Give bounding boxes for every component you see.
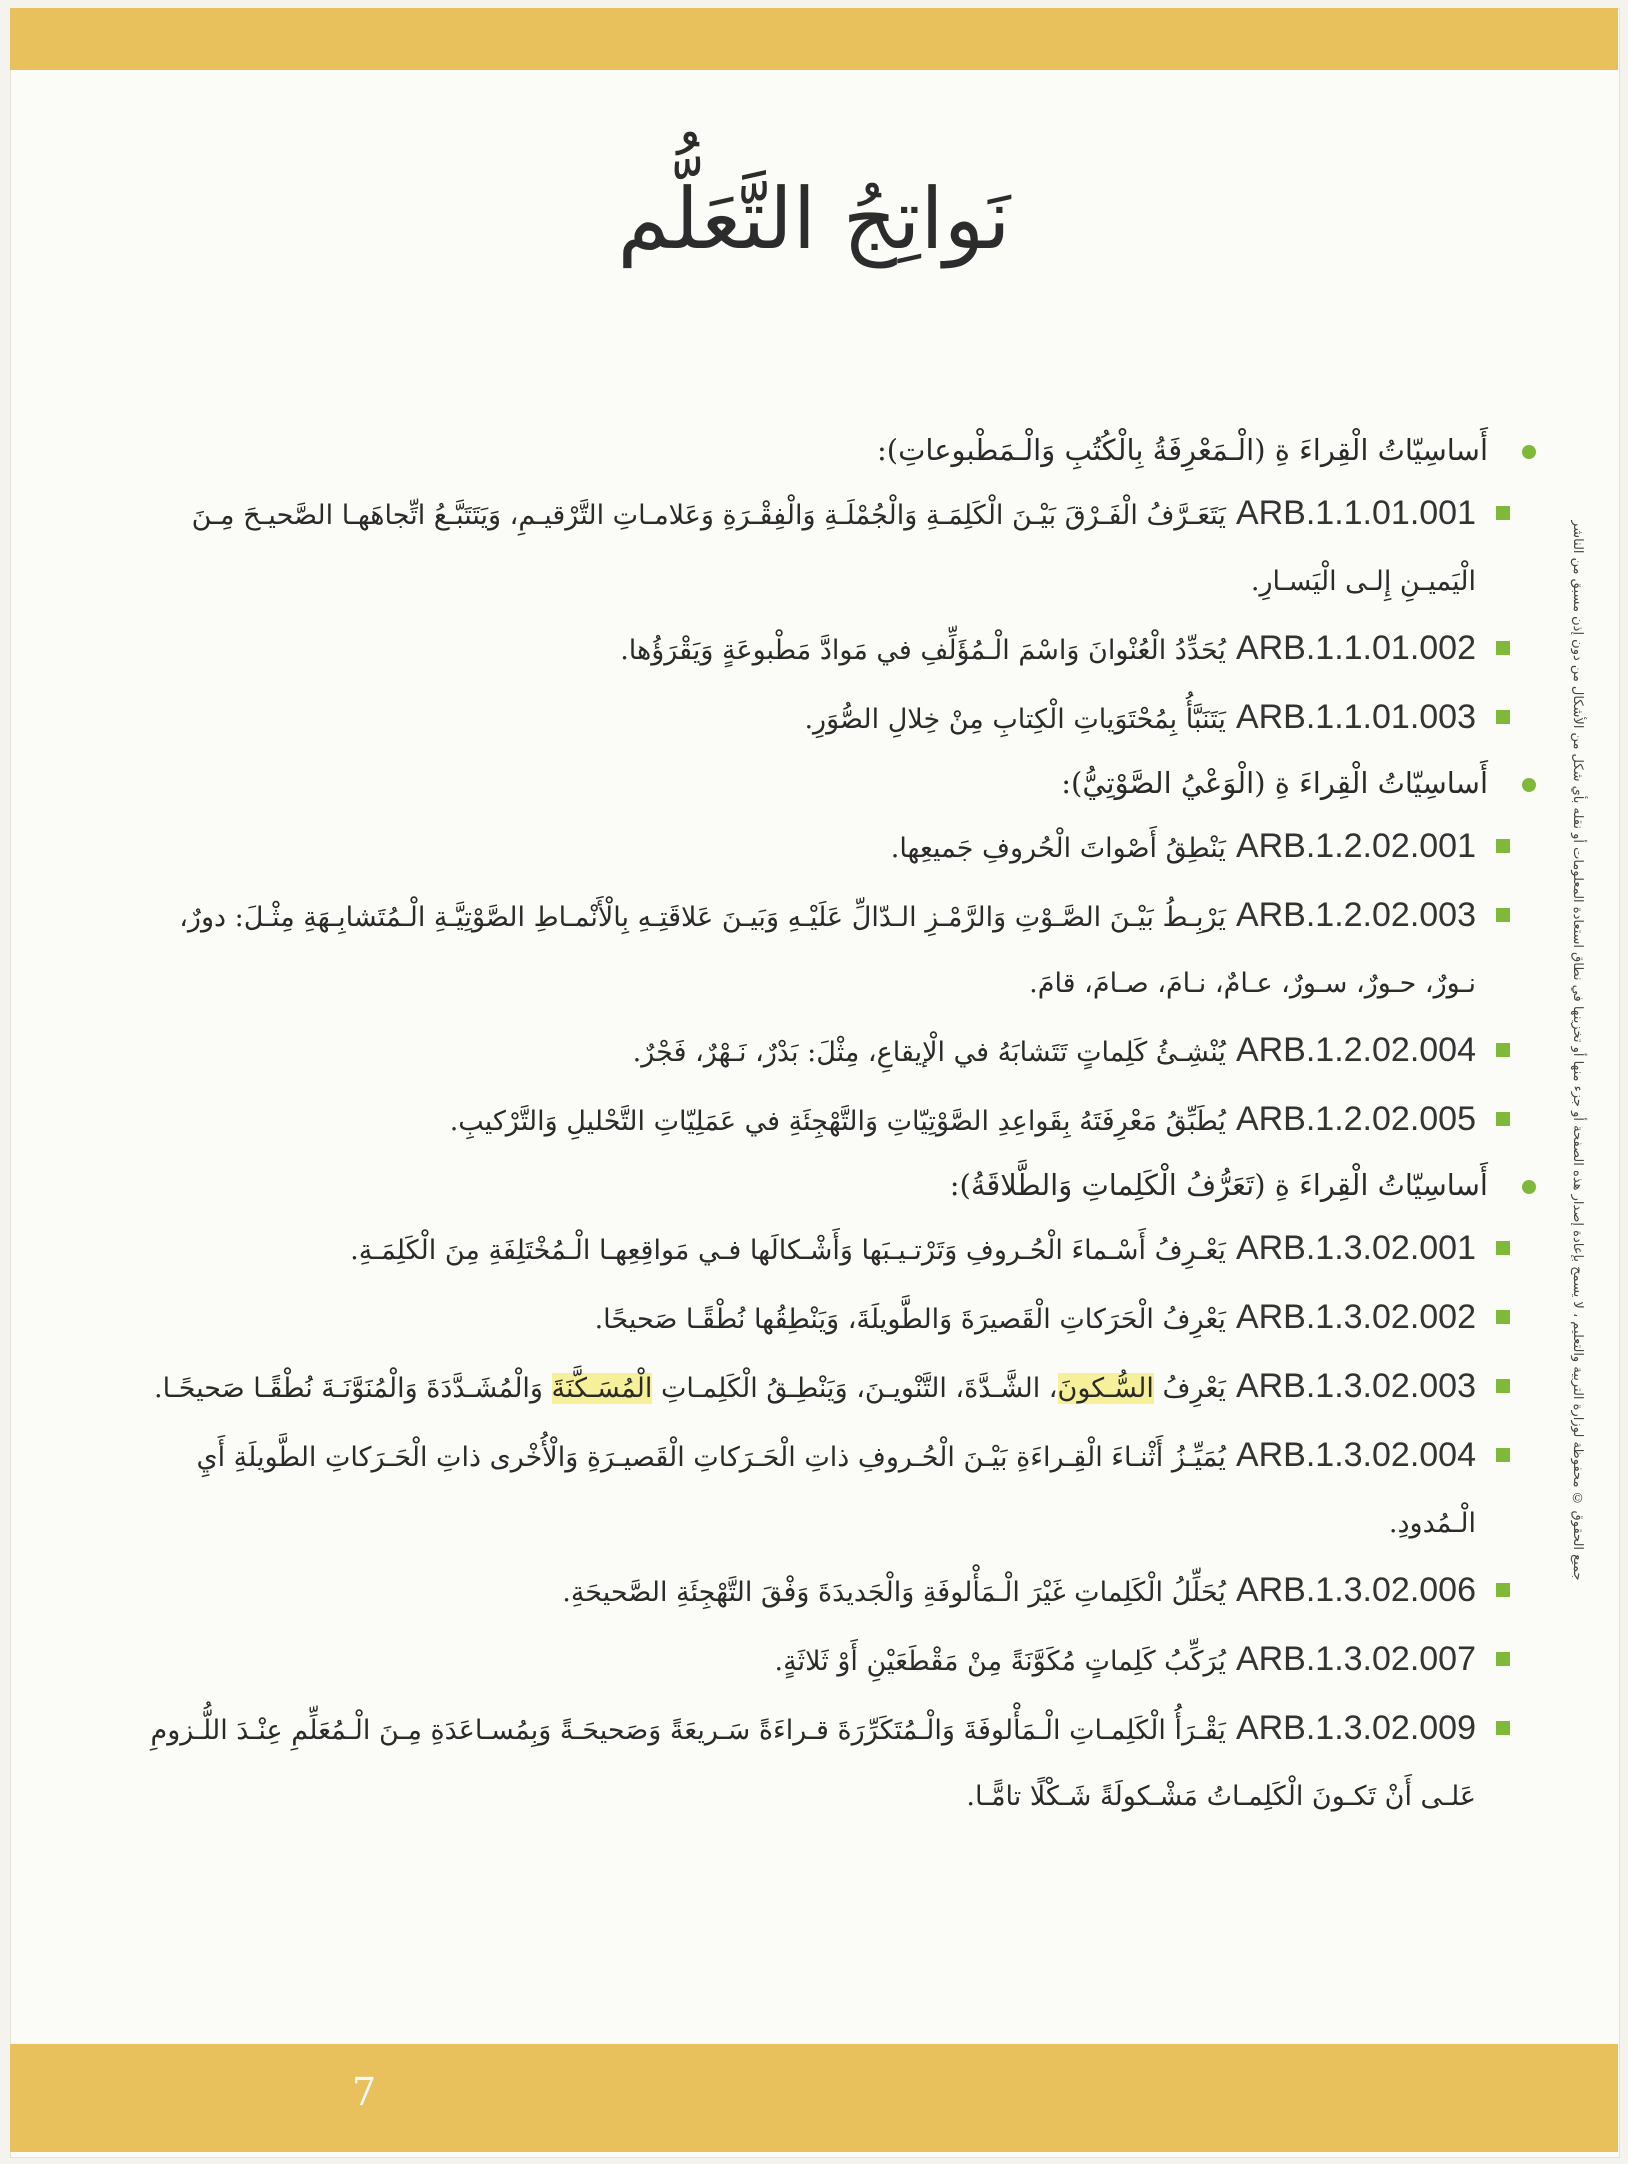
outcome-code: ARB.1.2.02.003 <box>1235 896 1476 934</box>
square-bullet-icon <box>1496 1379 1510 1393</box>
outcome-item <box>150 813 1510 882</box>
outcome-code: ARB.1.3.02.009 <box>1235 1709 1476 1747</box>
square-bullet-icon <box>1496 1310 1510 1324</box>
outcome-code: ARB.1.3.02.001 <box>1235 1229 1476 1267</box>
bullet-dot-icon <box>1522 778 1536 792</box>
outcome-item <box>150 1422 1510 1557</box>
square-bullet-icon <box>1496 1241 1510 1255</box>
bullet-dot-icon <box>1522 445 1536 459</box>
outcome-text: يَرْبِـطُ بَيْـنَ الصَّـوْتِ وَالرَّمْـزِ الـدّالِّ عَلَيْـهِ وَبَيـنَ عَلاقَتِـهِ بِالْأَنْمـاطِ الصَّوْتِيَّـةِ الْـمُتَشابِـهَةِ مِثْـلَ: دورٌ، نـورٌ، حـورٌ، سـورٌ، عـامٌ، نـامَ، صـامَ، قامَ. <box>179 902 1476 999</box>
outcome-item <box>150 1017 1510 1086</box>
outcome-text: يُطَبِّقُ مَعْرِفَتَهُ بِقَواعِدِ الصَّوْتِيّاتِ وَالتَّهْجِئَةِ في عَمَلِيّاتِ التَّحْليلِ وَالتَّرْكيبِ. <box>449 1106 1226 1137</box>
section-phonological-awareness <box>150 753 1510 1155</box>
square-bullet-icon <box>1496 839 1510 853</box>
outcome-code: ARB.1.3.02.002 <box>1235 1298 1476 1336</box>
outcome-text: يَقْـرَأُ الْكَلِمـاتِ الْـمَأْلوفَةَ وَالْـمُتَكَرِّرَةَ قـراءَةً سَـريعَةً وَصَحيحَـةً وَبِمُسـاعَدَةِ مِـنَ الْـمُعَلِّمِ عِنْـدَ اللُّـزومِ عَلـى أَنْ تَكـونَ الْكَلِمـاتُ مَشْـكولَةً شَـكْلًا تامًّـا. <box>150 1715 1476 1812</box>
copyright-note: جميع الحقوق © محفوظة لوزارة التربية والتعليم ، لا يسمح بإعادة إصدار هذه الصفحة أو جزء منها أو تخزينها في نطاق استعادة المعلومات أو نقله بأي شكل من الأشكال من دون إذن مسبق من الناشر <box>1570 520 1585 1581</box>
outcome-text: يَعْرِفُ الْحَرَكاتِ الْقَصيرَةَ وَالطَّويلَةَ، وَيَنْطِقُها نُطْقًـا صَحيحًا. <box>594 1304 1226 1335</box>
square-bullet-icon <box>1496 506 1510 520</box>
square-bullet-icon <box>1496 641 1510 655</box>
outcome-code: ARB.1.1.01.002 <box>1235 629 1476 667</box>
outcome-item <box>150 615 1510 684</box>
section-print-awareness <box>150 420 1510 753</box>
outcome-item <box>150 882 1510 1017</box>
outcome-text: يُنْشِـئُ كَلِماتٍ تَتَشابَهُ في الْإيقاعِ، مِثْلَ: بَدْرٌ، نَـهْرٌ، فَجْرٌ. <box>632 1037 1226 1068</box>
square-bullet-icon <box>1496 710 1510 724</box>
page-number: 7 <box>352 2070 377 2114</box>
outcome-text-start: يَعْرِفُ <box>1153 1373 1226 1404</box>
outcome-text: يَتَعَـرَّفُ الْفَـرْقَ بَيْـنَ الْكَلِمَـةِ وَالْجُمْلَـةِ وَالْفِقْـرَةِ وَعَلامـاتِ التَّرْقيـمِ، وَيَتَتَبَّـعُ اتِّجاهَهـا الصَّحيـحَ مِـنَ الْيَميـنِ إِلـى الْيَسـارِ. <box>191 500 1476 597</box>
section-heading <box>150 420 1510 480</box>
outcome-code: ARB.1.2.02.005 <box>1235 1100 1476 1138</box>
square-bullet-icon <box>1496 1721 1510 1735</box>
square-bullet-icon <box>1496 1652 1510 1666</box>
outcome-code: ARB.1.1.01.003 <box>1235 698 1476 736</box>
outcome-text: يُمَيِّـزُ أَثْنـاءَ الْقِـراءَةِ بَيْـنَ الْحُـروفِ ذاتِ الْحَـرَكاتِ الْقَصيـرَةِ وَالْأُخْرى ذاتِ الْحَـرَكاتِ الطَّويلَةِ أَيِ الْـمُدودِ. <box>196 1442 1476 1539</box>
highlighted-term: الْمُسَـكَّنَةَ <box>551 1373 653 1404</box>
outcome-item <box>150 1557 1510 1626</box>
outcome-text: يُحَلِّلُ الْكَلِماتِ غَيْرَ الْـمَأْلوفَةِ وَالْجَديدَةَ وَفْقَ التَّهْجِئَةِ الصَّحيحَةِ. <box>562 1577 1226 1608</box>
bullet-dot-icon <box>1522 1180 1536 1194</box>
outcome-item <box>150 1695 1510 1830</box>
highlighted-term: السُّـكونَ <box>1057 1373 1154 1404</box>
outcome-text-end: وَالْمُشَـدَّدَةَ وَالْمُنَوَّنَـةَ نُطْقًـا صَحيحًـا. <box>154 1373 552 1404</box>
outcome-text: يَعْـرِفُ أَسْـماءَ الْحُـروفِ وَتَرْتـيـبَها وَأَشْـكالَها فـي مَواقِعِهـا الْـمُخْتَلِفَةِ مِنَ الْكَلِمَـةِ. <box>350 1235 1226 1266</box>
square-bullet-icon <box>1496 908 1510 922</box>
square-bullet-icon <box>1496 1583 1510 1597</box>
square-bullet-icon <box>1496 1448 1510 1462</box>
section-heading <box>150 753 1510 813</box>
section-heading-text: أَساسِيّاتُ الْقِراءَ ةِ (الْـمَعْرِفَةُ بِالْكُتُبِ وَالْـمَطْبوعاتِ): <box>877 433 1488 467</box>
outcome-code: ARB.1.1.01.001 <box>1235 494 1476 532</box>
outcome-item <box>150 1215 1510 1284</box>
outcome-code: ARB.1.2.02.004 <box>1235 1031 1476 1069</box>
outcome-text: يُحَدِّدُ الْعُنْوانَ وَاسْمَ الْـمُؤَلِّفِ في مَوادَّ مَطْبوعَةٍ وَيَقْرَؤُها. <box>620 635 1226 666</box>
outcome-item <box>150 1626 1510 1695</box>
square-bullet-icon <box>1496 1043 1510 1057</box>
section-word-recognition-fluency <box>150 1155 1510 1830</box>
outcome-code: ARB.1.3.02.004 <box>1235 1436 1476 1474</box>
outcome-item <box>150 1353 1510 1422</box>
section-heading-text: أَساسِيّاتُ الْقِراءَ ةِ (تَعَرُّفُ الْكَلِماتِ وَالطَّلاقَةُ): <box>949 1168 1488 1202</box>
page-title: نَواتِجُ التَّعَلُّم <box>617 170 1011 268</box>
outcome-text-middle: ، الشَّـدَّةَ، التَّنْويـنَ، وَيَنْطِـقُ الْكَلِمـاتِ <box>652 1373 1058 1404</box>
outcome-item <box>150 684 1510 753</box>
outcome-code: ARB.1.3.02.003 <box>1235 1367 1476 1405</box>
outcome-item <box>150 1086 1510 1155</box>
outcome-code: ARB.1.3.02.007 <box>1235 1640 1476 1678</box>
outcome-text: يَتَنَبَّأُ بِمُحْتَوَياتِ الْكِتابِ مِنْ خِلالِ الصُّوَرِ. <box>804 704 1226 735</box>
outcome-code: ARB.1.3.02.006 <box>1235 1571 1476 1609</box>
outcome-item <box>150 1284 1510 1353</box>
bottom-band <box>10 2044 1618 2152</box>
outcome-text: يُرَكِّبُ كَلِماتٍ مُكَوَّنَةً مِنْ مَقْطَعَيْنِ أَوْ ثَلاثَةٍ. <box>774 1646 1226 1677</box>
outcomes-content <box>150 420 1510 1830</box>
outcome-item <box>150 480 1510 615</box>
square-bullet-icon <box>1496 1112 1510 1126</box>
section-heading-text: أَساسِيّاتُ الْقِراءَ ةِ (الْوَعْيُ الصَّوْتِيُّ): <box>1061 766 1488 800</box>
top-band <box>10 8 1618 70</box>
outcome-text: يَنْطِقُ أَصْواتَ الْحُروفِ جَميعِها. <box>890 833 1226 864</box>
outcome-code: ARB.1.2.02.001 <box>1235 827 1476 865</box>
section-heading <box>150 1155 1510 1215</box>
